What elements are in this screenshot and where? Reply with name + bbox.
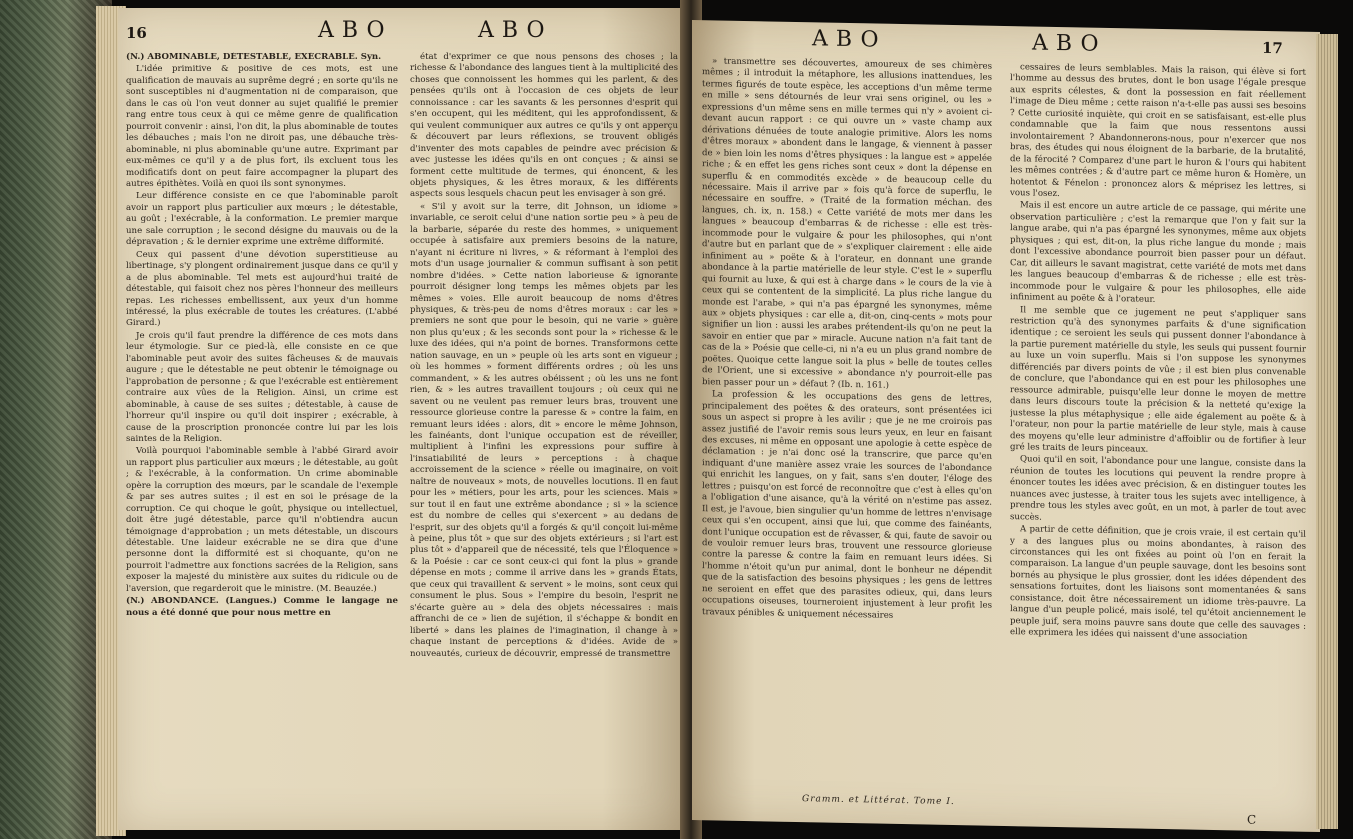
right-column-1 [702, 56, 992, 792]
left-column-1 [126, 52, 398, 822]
running-head: ABO [318, 18, 393, 43]
paragraph: état d'exprimer ce que nous pensons des choses ; la richesse & l'abondance des langues tient à la multiplicité des choses que connoissent les hommes qui les parlent, & des pensées qu'ils ont à l'occasion de ces objets de leur connoissance : car les savants & les personnes d'esprit qui s'en occupent, qui les méditent, qui les approfondissent, & qui veulent communiquer aux autres ce qu'ils y ont apperçu & découvert par leurs réflexions, se trouvent obligés d'inventer des mots capables de peindre avec précision & avec justesse les idées qu'ils en ont conçues ; & ainsi se forment cette multitude de termes, qui énoncent, & les objets physiques, & les êtres moraux, & les différents aspects sous lesquels chacun peut les envisager à son gré. [410, 52, 678, 200]
page-number: 16 [126, 24, 147, 42]
entry-headword: (N.) ABONDANCE. (Langues.) Comme le langage ne nous a été donné que pour nous mettre en [126, 596, 398, 618]
paragraph: A partir de cette définition, que je crois vraie, il est certain qu'il y a des langues plus ou moins abondantes, à raison des circonstances qui les ont fixées au point où l'on en ferait la comparaison. La langue d'un peuple sauvage, dont les besoins sont bornés au physique le plus grossier, dont les idées dépendent des sensations fortuites, dont les liaisons sont momentanées & sans consistance, doit être nécessairement un idiome très-pauvre. La langue d'un peuple policé, mais isolé, tel qu'étoit anciennement le peuple juif, sera moins pauvre sans doute que celle des sauvages : elle exprimera les idées qui naissent d'une association [1010, 524, 1306, 642]
paragraph: L'idée primitive & positive de ces mots, est une qualification de mauvais au suprême degré ; en sorte qu'ils ne sont susceptibles ni d'augmentation ni de comparaison, que dans le cas où l'on veut donner au sujet qualifié le premier rang entre tous ceux à qui ce même genre de qualification pourroit convenir : ainsi, l'on dit, la plus abominable de toutes les débauches ; mais l'on ne diroit pas, une débauche très-abominable, ni plus abominable qu'une autre. Exprimant par eux-mêmes ce qu'il y a de plus fort, ils excluent tous les modificatifs dont on peut faire accompagner la plupart des autres épithètes. Voilà en quoi ils sont synonymes. [126, 64, 398, 189]
running-head: ABO [1032, 30, 1107, 57]
paragraph: Je crois qu'il faut prendre la différence de ces mots dans leur étymologie. Sur ce pied-là, elle consiste en ce que l'abominable peut avoir des suites fâcheuses & de mauvais augure ; que le détestable ne peut obtenir le témoignage ou l'approbation de personne ; & que l'exécrable est entièrement contraire aux vûes de la Religion. Ainsi, un crime est abominable, à cause de ses suites ; détestable, à cause de l'horreur qu'il inspire ou qu'il doit inspirer ; exécrable, à cause de la proscription prononcée contre lui par les lois saintes de la Religion. [126, 330, 398, 444]
paragraph: Il me semble que ce jugement ne peut s'appliquer sans restriction qu'à des synonymes parfaits & d'une signification identique ; ce seroient les seuls qui pussent donner l'abondance à la partie purement matérielle du style, les seuls qui pussent fournir au luxe un voin superflu. Mais si l'on suppose les synonymes différenciés par divers points de vûe ; il est bien plus convenable de conclure, que l'abondance qui en est pour les philosophes une ressource admirable, puisqu'elle leur donne le moyen de mettre dans leurs discours toute la précision & la netteté qu'exige la justesse la plus métaphysique ; elle aide également au poëte & à l'orateur, non pour la partie matérielle de leur style, mais à cause des moyens qu'elle leur administre d'affoiblir ou de fortifier à leur gré les traits de leurs pinceaux. [1010, 304, 1306, 455]
running-head: ABO [478, 18, 553, 43]
page-number: 17 [1262, 38, 1283, 58]
signature-line: Gramm. et Littérat. Tome I. [802, 794, 955, 808]
signature-mark: C [1247, 812, 1257, 827]
paragraph: Quoi qu'il en soit, l'abondance pour une langue, consiste dans la réunion de toutes les locutions qui peuvent la rendre propre à énoncer toutes les idées avec précision, & en distinguer toutes les nuances avec justesse, à traiter tous les sujets avec intelligence, à prendre tous les styles avec goût, en un mot, à parler de tout avec succès. [1010, 454, 1306, 523]
left-page [118, 8, 688, 830]
paragraph: Mais il est encore un autre article de ce passage, qui mérite une observation particulière ; c'est la remarque que l'on y fait sur la langue arabe, qui n'a pas épargné les synonymes, même aux objets physiques ; qui est, dit-on, la plus riche langue du monde ; mais dont l'excessive abondance pourroit bien passer pour un défaut. Car, dit ailleurs le savant magistrat, cette variété de mots met dans les langues beaucoup d'embarras & de richesse ; elle est très-incommode pour le vulgaire & pour les philosophes, elle aide infiniment au poëte & à l'orateur. [1010, 200, 1306, 305]
paragraph: » transmettre ses découvertes, amoureux de ses chimères mêmes ; il introduit la métaphore, les allusions inattendues, les termes figurés de toute espèce, les acceptions d'un même terme en mille » sens détournés de leur vrai sens originel, ou les » expressions d'un même sens en mille termes qui n'y » avoient ci-devant aucun rapport : ce qui ouvre un » vaste champ aux dérivations dénuées de toute analogie primitive. Alors les noms d'êtres moraux » abondent dans le langage, & viennent à passer de » bien loin les noms d'êtres physiques : la langue est » appelée riche ; & en effet les gens riches sont ceux » dont la dépense en superflu & en commodités excède » de beaucoup celle du nécessaire. Mais il arrive par » fois qu'à force de superflu, le nécessaire en souffre. » (Traité de la formation méchan. des langues, ch. ix, n. 158.) « Cette variété de mots mer dans les langues » beaucoup d'embarras & de richesse : elle est très-incommode pour le vulgaire & pour les philosophes, qui n'ont d'autre but en parlant que de » s'expliquer clairement : elle aide infiniment au » poëte & à l'orateur, en donnant une grande abondance à la partie matérielle de leur style. C'est le » superflu qui fournit au luxe, & qui est à charge dans » le cours de la vie à ceux qui se contentent de la simplicité. La plus riche langue du monde est l'arabe, » qui n'a pas épargné les synonymes, même aux » objets physiques : car elle a, dit-on, cinq-cents » mots pour signifier un lion : aussi les arabes prétendent-ils qu'on ne peut la savoir en entier que par » miracle. Aucune nation n'a fait tant de cas de la » Poésie que celle-ci, ni n'a eu un plus grand nombre de poëtes. Quoique cette langue soit la plus » belle de toutes celles de l'Orient, une si excessive » abondance n'y pourroit-elle pas bien passer pour un » défaut ? (Ib. n. 161.) [702, 56, 992, 391]
page-edges-right [1316, 34, 1338, 829]
paragraph: Leur différence consiste en ce que l'abominable paroît avoir un rapport plus particulier aux mœurs ; le détestable, au goût ; l'exécrable, à la conformation. Le premier marque une sale corruption ; le second désigne du mauvais ou de la dépravation ; & le dernier exprime une extrême difformité. [126, 191, 398, 248]
entry-headword: (N.) ABOMINABLE, DÉTESTABLE, EXÉCRABLE. Syn. [126, 52, 382, 62]
paragraph: Ceux qui passent d'une dévotion superstitieuse au libertinage, s'y plongent ordinairement jusque dans ce qu'il y a de plus abominable. Tel mets est aujourd'hui traité de détestable, qui faisoit chez nos pères l'honneur des meilleurs repas. Les richesses embellissent, aux yeux d'un homme intéressé, la plus exécrable de toutes les créatures. (L'abbé Girard.) [126, 249, 398, 329]
running-head: ABO [812, 26, 887, 53]
right-page [692, 20, 1320, 832]
left-column-2 [410, 52, 678, 822]
paragraph: « S'il y avoit sur la terre, dit Johnson, un idiome » invariable, ce seroit celui d'une nation sortie peu » à peu de la barbarie, séparée du reste des hommes, » uniquement occupée à satisfaire aux premiers besoins de la nature, n'ayant ni écriture ni livres, » & réformant à l'emploi des mots d'un usage journalier & commun suffisant à son petit nombre d'idées. » Cette nation laborieuse & ignorante pourroit désigner long temps les mêmes objets par les mêmes » voies. Elle auroit beaucoup de noms d'êtres physiques, & très-peu de noms d'êtres moraux : car les » premiers ne sont que pour le besoin, qui ne varie » guère non plus qu'eux ; & les seconds sont pour la » richesse & le luxe des idées, qui n'a point de bornes. Transformons cette nation sauvage, en un » peuple où les arts sont en vigueur ; où les hommes » forment différents ordres ; où les uns commandent, » & les autres obéissent ; où les uns ne font rien, & » les autres travaillent toujours ; où ceux qui ne savent ou ne veulent pas remuer leurs bras, trouvent une ressource glorieuse contre la paresse & » contre la faim, en remuant leurs idées : alors, dit » encore le même Johnson, les fainéants, dont l'unique occupation est de réveiller, multiplient à l'infini les expressions pour suffire à l'insatiabilité de leurs » perceptions : à chaque accroissement de la science » réelle ou imaginaire, on voit naître de nouveaux » mots, de nouvelles locutions. Il en faut pour les » métiers, pour les arts, pour les sciences. Mais » sur tout il en faut une extrême abondance ; si » la science est du nombre de celles qui s'exercent » au dedans de l'esprit, sur des objets qu'il a forgés & qu'il conçoit lui-même à peine, plus tôt » que sur des objets extérieurs ; si l'art est plus tôt » d'appareil que de nécessité, tels que l'Éloquence » & la Poésie : car ce sont ceux-ci qui font la plus » grande dépense en mots ; comme il arrive dans les » grands États, que ceux qui travaillent & servent » le moins, sont ceux qui consument le plus. Sous » l'empire du besoin, l'esprit ne s'écarte guère au » dela des objets nécessaires : mais affranchi de ce » lien de sujétion, il s'échappe & bondit en liberté » dans les plaines de l'imagination, il change à » chaque instant de perceptions & d'idées. Avide de » nouveautés, curieux de découvrir, empressé de transmettre [410, 201, 678, 659]
right-column-2 [1010, 62, 1306, 822]
paragraph: cessaires de leurs semblables. Mais la raison, qui élève si fort l'homme au dessus des brutes, dont le bon usage l'égale presque aux esprits célestes, & dont la possession en fait réellement l'image de Dieu même ; cette raison n'a-t-elle pas aussi ses besoins ? Cette curiosité inquiète, qui croit en se satisfaisant, est-elle plus condamnable que la faim que nous ressentons aussi involontairement ? Abandonnerons-nous, pour n'exercer que nos bras, des études qui nous éloignent de la barbarie, de la brutalité, de la férocité ? Comparez d'une part le huron & l'ours qui habitent les mêmes contrées ; & d'autre part ce même huron & Homère, un hotentot & Fénelon : prononcez alors & méprisez les lettres, si vous l'osez. [1010, 62, 1306, 200]
paragraph: La profession & les occupations des gens de lettres, principalement des poëtes & des orateurs, sont présentées ici sous un aspect si propre à les avilir ; que je ne me croirois pas assez justifié de l'avoir remis sous leurs yeux, en leur en faisant des excuses, ni même en opposant une apologie à cette espèce de déclamation : je n'ai donc osé la transcrire, que parce qu'en indiquant d'une manière assez vraie les sources de l'abondance qui enrichit les langues, on y fait, sans s'en douter, l'éloge des lettres ; puisqu'on est forcé de reconnoître que c'est à elles qu'on a l'obligation d'une aisance, qu'à la vérité on n'estime pas assez. Il est, je l'avoue, bien singulier qu'un homme de lettres n'envisage ceux qui s'en occupent, ainsi que lui, que comme des fainéants, dont l'unique occupation est de rêvasser, & qui, faute de savoir ou de vouloir remuer leurs bras, trouvent une ressource glorieuse contre la paresse & contre la faim en remuant leurs idées. Si l'homme n'étoit qu'un pur animal, dont le bonheur ne dépendit que de la satisfaction des besoins physiques ; les gens de lettres ne seroient en effet que des parasites odieux, qui, dans leurs occupations oiseuses, tourneroient injustement à leur profit les travaux pénibles & uniquement nécessaires [702, 389, 992, 621]
paragraph: Voilà pourquoi l'abominable semble à l'abbé Girard avoir un rapport plus particulier aux mœurs ; le détestable, au goût ; & l'exécrable, à la conformation. Un crime abominable opère la corruption des mœurs, par le scandale de l'exemple & par ses autres suites ; il est en soi le présage de la corruption. Ce qui choque le goût, physique ou intellectuel, doit être jugé détestable, parce qu'il n'obtiendra aucun témoignage d'approbation ; un mets détestable, un discours détestable. Une laideur exécrable ne se dira que d'une personne dont la difformité est si choquante, qu'on ne pourroit l'admettre aux fonctions sacrées de la Religion, sans exposer la majesté du ministère aux suites du ridicule ou de l'aversion, que regarderoit que le ministre. (M. Beauzée.) [126, 446, 398, 594]
